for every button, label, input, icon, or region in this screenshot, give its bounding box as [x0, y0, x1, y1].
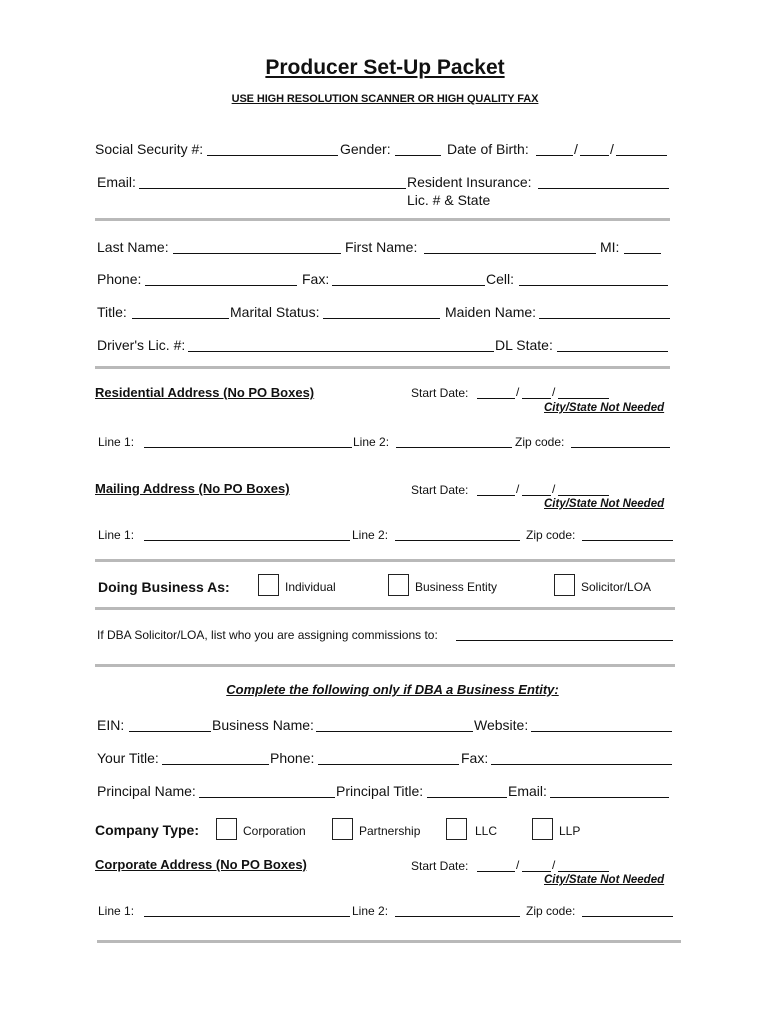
corporate-note: City/State Not Needed: [544, 874, 665, 886]
entity-phone-label: Phone:: [270, 750, 315, 766]
mailing-start-year-field[interactable]: [558, 484, 609, 496]
mailing-address-heading: Mailing Address (No PO Boxes): [95, 481, 290, 496]
divider: [95, 607, 675, 610]
drivers-lic-field[interactable]: [188, 338, 494, 352]
partnership-checkbox[interactable]: [332, 818, 353, 840]
dba-business-entity-label: Business Entity: [415, 580, 498, 594]
page-title: Producer Set-Up Packet: [265, 56, 505, 79]
resident-insurance-label: Resident Insurance:: [407, 174, 532, 190]
your-title-label: Your Title:: [97, 750, 159, 766]
residential-line1-field[interactable]: [144, 436, 352, 448]
principal-name-label: Principal Name:: [97, 783, 196, 799]
corporate-line1-field[interactable]: [144, 905, 350, 917]
last-name-label: Last Name:: [97, 239, 169, 255]
principal-title-label: Principal Title:: [336, 783, 424, 799]
dba-individual-checkbox[interactable]: [258, 574, 279, 596]
mailing-start-date-label: Start Date:: [411, 483, 469, 497]
cell-label: Cell:: [486, 271, 515, 287]
page-subtitle: USE HIGH RESOLUTION SCANNER OR HIGH QUALITY FAX: [231, 93, 539, 105]
entity-email-field[interactable]: [550, 784, 669, 798]
title-label: Title:: [97, 304, 127, 320]
email-field[interactable]: [139, 175, 406, 189]
llc-checkbox[interactable]: [446, 818, 467, 840]
divider: [95, 664, 675, 667]
divider: [95, 218, 670, 221]
residential-zip-field[interactable]: [571, 436, 670, 448]
corporate-start-month-field[interactable]: [477, 860, 515, 872]
mailing-line1-field[interactable]: [144, 529, 350, 541]
mailing-line1-label: Line 1:: [98, 528, 135, 542]
corporate-line2-field[interactable]: [395, 905, 520, 917]
residential-note: City/State Not Needed: [544, 402, 665, 414]
entity-email-label: Email:: [508, 783, 547, 799]
fax-field[interactable]: [332, 272, 485, 286]
residential-line2-field[interactable]: [396, 436, 512, 448]
first-name-field[interactable]: [424, 240, 596, 254]
partnership-label: Partnership: [359, 824, 421, 838]
corporate-line1-label: Line 1:: [98, 904, 135, 918]
dba-business-entity-checkbox[interactable]: [388, 574, 409, 596]
corporate-start-day-field[interactable]: [522, 860, 551, 872]
corporate-line2-label: Line 2:: [352, 904, 389, 918]
resident-insurance-field[interactable]: [538, 175, 669, 189]
gender-field[interactable]: [395, 142, 441, 156]
mi-field[interactable]: [624, 240, 661, 254]
mailing-zip-field[interactable]: [582, 529, 673, 541]
dba-solicitor-assign-field[interactable]: [456, 629, 673, 641]
corporate-start-year-field[interactable]: [558, 860, 609, 872]
mailing-note: City/State Not Needed: [544, 498, 665, 510]
phone-field[interactable]: [145, 272, 297, 286]
mailing-line2-field[interactable]: [395, 529, 520, 541]
dba-solicitor-label: Solicitor/LOA: [581, 580, 652, 594]
divider: [97, 940, 681, 943]
maiden-name-field[interactable]: [539, 305, 670, 319]
llc-label: LLC: [475, 824, 498, 838]
divider: [95, 559, 675, 562]
corporate-zip-label: Zip code:: [526, 904, 576, 918]
dl-state-field[interactable]: [557, 338, 668, 352]
maiden-name-label: Maiden Name:: [445, 304, 537, 320]
mi-label: MI:: [600, 239, 620, 255]
mailing-start-month-field[interactable]: [477, 484, 515, 496]
principal-name-field[interactable]: [199, 784, 335, 798]
dob-year-field[interactable]: [616, 142, 667, 156]
divider: [95, 366, 670, 369]
corporate-start-date-label: Start Date:: [411, 859, 469, 873]
corporate-zip-field[interactable]: [582, 905, 673, 917]
corporation-checkbox[interactable]: [216, 818, 237, 840]
entity-fax-label: Fax:: [461, 750, 489, 766]
dl-state-label: DL State:: [495, 337, 553, 353]
cell-field[interactable]: [519, 272, 668, 286]
corporate-address-heading: Corporate Address (No PO Boxes): [95, 857, 307, 872]
dob-label: Date of Birth:: [447, 141, 529, 157]
ssn-field[interactable]: [207, 142, 338, 156]
marital-status-label: Marital Status:: [230, 304, 320, 320]
dob-month-field[interactable]: [536, 142, 573, 156]
principal-title-field[interactable]: [427, 784, 507, 798]
dob-day-field[interactable]: [580, 142, 609, 156]
dba-solicitor-assign-label: If DBA Solicitor/LOA, list who you are assigning commissions to:: [97, 628, 438, 642]
lic-state-label: Lic. # & State: [407, 192, 491, 208]
business-name-label: Business Name:: [212, 717, 314, 733]
last-name-field[interactable]: [173, 240, 341, 254]
residential-address-heading: Residential Address (No PO Boxes): [95, 385, 315, 400]
dba-label: Doing Business As:: [98, 579, 230, 595]
residential-start-year-field[interactable]: [558, 387, 609, 399]
title-field[interactable]: [132, 305, 229, 319]
business-name-field[interactable]: [316, 718, 473, 732]
llp-label: LLP: [559, 824, 581, 838]
residential-zip-label: Zip code:: [515, 435, 565, 449]
first-name-label: First Name:: [345, 239, 418, 255]
email-label: Email:: [97, 174, 136, 190]
website-label: Website:: [474, 717, 529, 733]
ssn-label: Social Security #:: [95, 141, 204, 157]
mailing-start-day-field[interactable]: [522, 484, 551, 496]
mailing-zip-label: Zip code:: [526, 528, 576, 542]
mailing-line2-label: Line 2:: [352, 528, 389, 542]
website-field[interactable]: [531, 718, 672, 732]
residential-start-day-field[interactable]: [522, 387, 551, 399]
residential-start-month-field[interactable]: [477, 387, 515, 399]
gender-label: Gender:: [340, 141, 391, 157]
ein-field[interactable]: [129, 718, 211, 732]
fax-label: Fax:: [302, 271, 330, 287]
your-title-field[interactable]: [162, 751, 269, 765]
phone-label: Phone:: [97, 271, 142, 287]
drivers-lic-label: Driver's Lic. #:: [97, 337, 186, 353]
residential-start-date-label: Start Date:: [411, 386, 469, 400]
business-entity-heading: Complete the following only if DBA a Business Entity:: [226, 682, 559, 697]
dba-solicitor-checkbox[interactable]: [554, 574, 575, 596]
entity-phone-field[interactable]: [318, 751, 459, 765]
ein-label: EIN:: [97, 717, 125, 733]
residential-line1-label: Line 1:: [98, 435, 135, 449]
llp-checkbox[interactable]: [532, 818, 553, 840]
entity-fax-field[interactable]: [491, 751, 672, 765]
residential-line2-label: Line 2:: [353, 435, 390, 449]
corporation-label: Corporation: [243, 824, 306, 838]
dba-individual-label: Individual: [285, 580, 336, 594]
marital-status-field[interactable]: [323, 305, 440, 319]
company-type-label: Company Type:: [95, 822, 199, 838]
